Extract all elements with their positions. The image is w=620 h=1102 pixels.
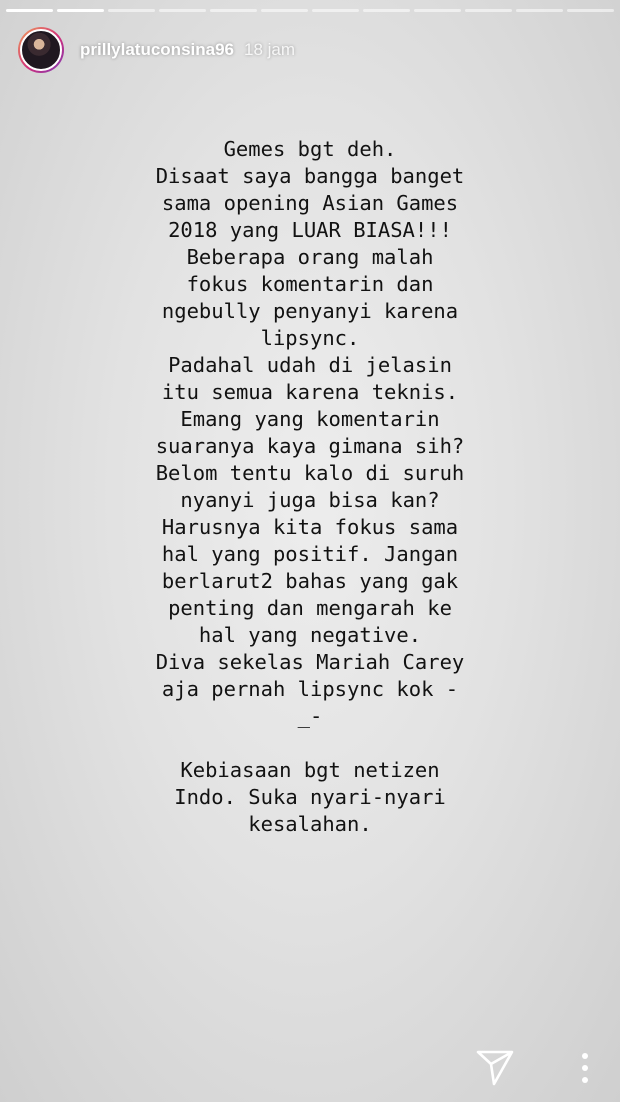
caption-line: lipsync. — [260, 326, 360, 350]
caption-line: Gemes bgt deh. — [223, 137, 397, 161]
caption-line: 2018 yang LUAR BIASA!!! — [168, 218, 452, 242]
caption-line: Disaat saya bangga banget — [155, 164, 465, 188]
send-button[interactable] — [474, 1048, 516, 1088]
caption-line: hal yang positif. Jangan — [161, 542, 459, 566]
caption-line: Beberapa orang malah — [186, 245, 434, 269]
caption-line: Kebiasaan bgt netizen — [180, 758, 440, 782]
caption-line: ngebully penyanyi karena — [161, 299, 459, 323]
more-vertical-icon — [570, 1048, 600, 1088]
avatar-image — [20, 29, 62, 71]
caption-line: hal yang negative. — [198, 623, 422, 647]
caption-line: Emang yang komentarin — [180, 407, 440, 431]
caption-line: suaranya kaya gimana sih? — [155, 434, 465, 458]
caption-line: kesalahan. — [248, 812, 372, 836]
progress-segment — [108, 9, 155, 12]
story-header — [18, 26, 295, 74]
caption-line: nyanyi juga bisa kan? — [180, 488, 440, 512]
progress-segment-fill — [57, 9, 104, 12]
progress-segment — [261, 9, 308, 12]
send-icon — [474, 1048, 516, 1088]
caption-line: fokus komentarin dan — [186, 272, 434, 296]
story-progress-bar — [6, 9, 614, 12]
progress-segment — [210, 9, 257, 12]
caption-line: _- — [297, 704, 323, 728]
progress-segment — [567, 9, 614, 12]
caption-line: itu semua karena teknis. — [161, 380, 459, 404]
progress-segment — [363, 9, 410, 12]
progress-segment — [414, 9, 461, 12]
progress-segment — [465, 9, 512, 12]
progress-segment — [312, 9, 359, 12]
more-options-button[interactable] — [570, 1048, 600, 1088]
post-time: 18 jam — [244, 40, 296, 59]
story-caption — [20, 136, 600, 838]
caption-line: Indo. Suka nyari-nyari — [174, 785, 446, 809]
caption-line: Belom tentu kalo di suruh — [155, 461, 465, 485]
progress-segment — [6, 9, 53, 12]
caption-line — [20, 730, 600, 757]
avatar[interactable] — [18, 27, 64, 73]
caption-line: berlarut2 bahas yang gak — [161, 569, 459, 593]
progress-segment — [57, 9, 104, 12]
caption-line: aja pernah lipsync kok - — [161, 677, 459, 701]
caption-line: penting dan mengarah ke — [168, 596, 452, 620]
username[interactable]: prillylatuconsina96 — [80, 40, 234, 59]
caption-line: sama opening Asian Games — [161, 191, 459, 215]
caption-line: Padahal udah di jelasin — [168, 353, 452, 377]
progress-segment-fill — [6, 9, 53, 12]
caption-line: Harusnya kita fokus sama — [161, 515, 459, 539]
caption-line: Diva sekelas Mariah Carey — [155, 650, 465, 674]
progress-segment — [159, 9, 206, 12]
progress-segment — [516, 9, 563, 12]
